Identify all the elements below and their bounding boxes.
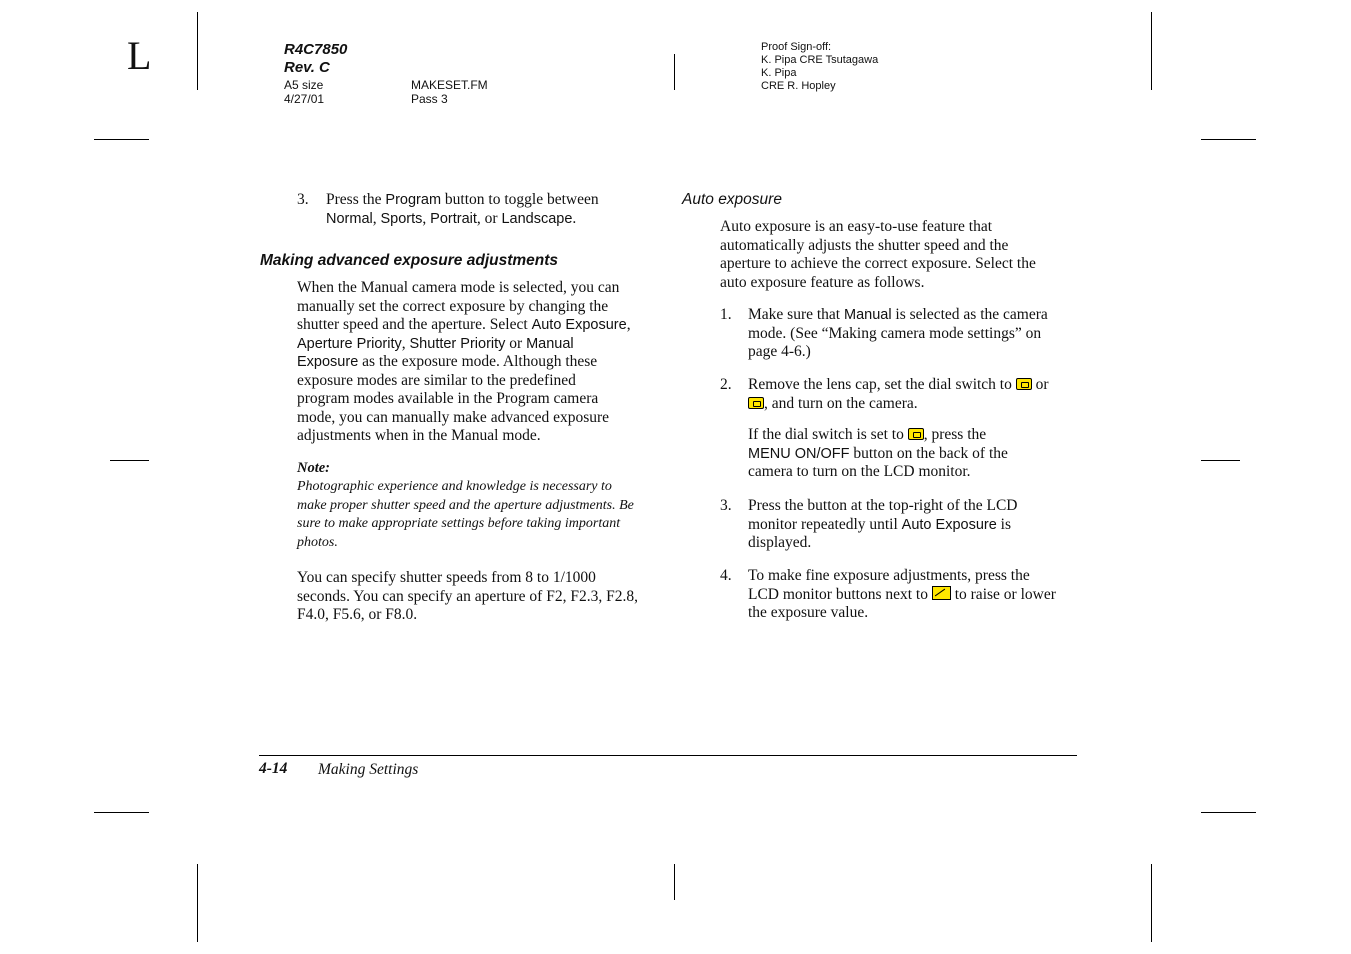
text-line: You can specify shutter speeds from 8 to 1/1000: [297, 569, 596, 586]
crop-mark: [1201, 460, 1240, 461]
doc-date: 4/27/01: [284, 92, 325, 106]
text: Press the: [326, 191, 386, 208]
mode-sports: Sports: [380, 210, 423, 227]
crop-mark: [1201, 812, 1256, 813]
text-line: seconds. You can specify an aperture of F2, F2.3, F2.8,: [297, 587, 638, 605]
aperture-priority-label: Aperture Priority: [297, 335, 402, 352]
text-line: program modes available in the Program camera: [297, 390, 599, 407]
crop-mark: [1201, 139, 1256, 140]
text-line: Auto exposure is an easy-to-use feature that: [720, 218, 993, 235]
text-line: mode, you can manually make advanced exposure: [297, 408, 610, 426]
text-line: the exposure value.: [748, 604, 869, 621]
crop-mark: [94, 812, 149, 813]
text-line: F4.0, F5.6, or F8.0.: [297, 606, 418, 623]
text-line: manually set the correct exposure by changing the: [297, 297, 609, 315]
proof-line: CRE R. Hopley: [761, 80, 836, 92]
program-button-label: Program: [385, 192, 442, 208]
crop-mark: [1151, 12, 1152, 90]
step-number: 4.: [720, 567, 732, 584]
camera-mode-icon: [1016, 378, 1032, 390]
step-number: 3.: [297, 191, 309, 208]
left-paragraph-2: [297, 569, 667, 625]
section-title: Making Settings: [318, 761, 419, 778]
text: .: [572, 209, 577, 227]
doc-file: MAKESET.FM: [411, 78, 488, 92]
text: shutter speed and the aperture. Select: [297, 316, 532, 333]
text-line: adjustments when in the Manual mode.: [297, 427, 541, 444]
text-line: To make fine exposure adjustments, press the: [748, 567, 1030, 584]
manual-label: Manual: [526, 335, 574, 352]
crop-mark: [110, 460, 149, 461]
note-title: Note:: [297, 460, 331, 476]
text: or: [505, 334, 527, 352]
text: ,: [401, 334, 410, 352]
manual-mode-label: Manual: [843, 307, 892, 323]
step-number: 3.: [720, 497, 732, 514]
doc-size: A5 size: [284, 78, 324, 92]
text: to raise or lower: [950, 585, 1056, 603]
text: If the dial switch is set to: [748, 426, 908, 443]
footer-rule: [259, 755, 1077, 756]
text-line: camera to turn on the LCD monitor.: [748, 463, 971, 480]
menu-on-off-button-label: MENU ON/OFF: [748, 445, 850, 462]
text: is selected as the camera: [891, 306, 1048, 323]
proof-title: Proof Sign-off:: [761, 41, 832, 53]
text: , and turn on the camera.: [764, 394, 918, 412]
text-line: displayed.: [748, 534, 812, 551]
text-line: auto exposure feature as follows.: [720, 273, 925, 291]
text: Make sure that: [748, 306, 844, 323]
text: ,: [626, 316, 631, 333]
crop-mark: [197, 864, 198, 942]
step-number: 2.: [720, 376, 732, 393]
mode-landscape: Landscape: [501, 210, 573, 227]
mode-normal: Normal: [326, 210, 373, 227]
text: LCD monitor buttons next to: [748, 585, 932, 603]
shutter-priority-label: Shutter Priority: [409, 335, 506, 352]
text: monitor repeatedly until: [748, 515, 902, 533]
text-line: sure to make appropriate settings before taking important: [297, 516, 621, 531]
text: ,: [422, 209, 431, 227]
auto-exposure-label: Auto Exposure: [901, 516, 997, 533]
crop-letter: L: [127, 33, 152, 78]
text: button to toggle between: [441, 191, 599, 208]
text: or: [1031, 376, 1049, 393]
mode-portrait: Portrait: [430, 210, 477, 227]
note-body: [297, 478, 667, 552]
text-line: mode. (See “Making camera mode settings” on: [748, 324, 1042, 342]
text-line: Press the button at the top-right of the LCD: [748, 497, 1018, 514]
right-heading: Auto exposure: [682, 191, 782, 208]
step-number: 1.: [720, 306, 732, 323]
playback-mode-icon: [748, 397, 764, 409]
text-line: make proper shutter speed and the aperture adjustments. Be: [297, 497, 634, 513]
exposure-compensation-icon: [932, 586, 951, 600]
text-line: Photographic experience and knowledge is necessary to: [297, 479, 612, 494]
proof-signoff: [761, 41, 878, 93]
crop-mark: [674, 54, 675, 90]
text-line: aperture to achieve the correct exposure. Select the: [720, 255, 1036, 272]
text-line: photos.: [297, 534, 338, 550]
text: , press the: [923, 426, 987, 443]
section-heading: Making advanced exposure adjustments: [260, 252, 559, 269]
text: Remove the lens cap, set the dial switch to: [748, 376, 1016, 393]
crop-mark: [1151, 864, 1152, 942]
text: is: [996, 515, 1012, 533]
left-paragraph: [297, 279, 667, 446]
doc-rev: Rev. C: [284, 59, 330, 76]
text-line: When the Manual camera mode is selected, you can: [297, 279, 620, 296]
text: ,: [372, 209, 381, 227]
right-intro: [720, 218, 1080, 292]
text: button on the back of the: [849, 444, 1008, 462]
crop-mark: [94, 139, 149, 140]
doc-pass: Pass 3: [411, 92, 448, 106]
crop-mark: [197, 12, 198, 90]
text: , or: [476, 209, 502, 227]
text: as the exposure mode. Although these: [358, 353, 598, 370]
exposure-label: Exposure: [297, 354, 359, 370]
crop-mark: [674, 864, 675, 900]
text-line: page 4-6.): [748, 343, 811, 360]
auto-exposure-label: Auto Exposure: [531, 317, 627, 333]
text-line: automatically adjusts the shutter speed and the: [720, 236, 1009, 254]
page-number: 4-14: [259, 760, 288, 777]
doc-id: R4C7850: [284, 41, 348, 58]
text-line: exposure modes are similar to the predefined: [297, 371, 576, 389]
playback-mode-icon: [908, 428, 924, 440]
proof-line: K. Pipa CRE Tsutagawa: [761, 54, 879, 66]
proof-line: K. Pipa: [761, 67, 797, 79]
